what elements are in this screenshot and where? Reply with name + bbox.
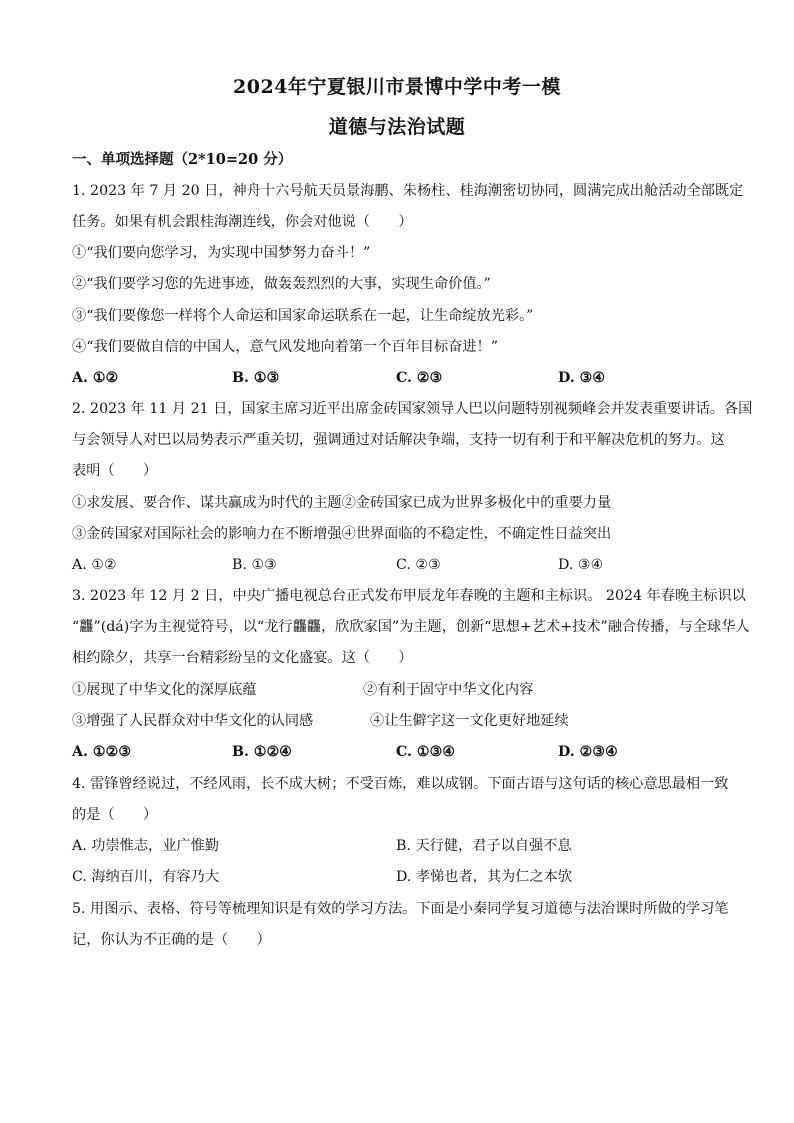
- q2-option-d: D. ③④: [558, 557, 604, 573]
- q4-stem-line1: 4. 雷锋曾经说过，不经风雨，长不成大树；不受百炼，难以成钢。下面古语与这句话的核心意思最相一致: [72, 776, 729, 792]
- q2-option-b: B. ①③: [232, 557, 277, 573]
- q4-option-b: B. 天行健，君子以自强不息: [396, 838, 572, 854]
- q1-stem-line1: 1. 2023 年 7 月 20 日，神舟十六号航天员景海鹏、朱杨柱、桂海潮密切协同，圆满完成出舱活动全部既定: [72, 183, 744, 199]
- q3-option-d: D. ②③④: [558, 744, 618, 760]
- q2-item-2: ③金砖国家对国际社会的影响力在不断增强④世界面临的不稳定性，不确定性日益突出: [72, 526, 612, 542]
- q2-option-c: C. ②③: [396, 557, 441, 573]
- exam-title: 2024年宁夏银川市景博中学中考一模: [233, 76, 561, 98]
- q1-option-d: D. ③④: [558, 370, 606, 386]
- q3-option-c: C. ①③④: [396, 744, 456, 760]
- q1-item-1: ①“我们要向您学习，为实现中国梦努力奋斗！”: [72, 245, 371, 261]
- exam-subtitle: 道德与法治试题: [328, 116, 466, 138]
- q3-stem-line2: “龘”(dá)字为主视觉符号，以“龙行龘龘，欣欣家国”为主题，创新“思想+艺术+技术”融合传播，与全球华人: [72, 619, 750, 635]
- q2-stem-line2: 与会领导人对巴以局势表示严重关切，强调通过对话解决争端，支持一切有利于和平解决危机的努力。这: [72, 432, 725, 448]
- q2-stem-line3: 表明（ ）: [72, 463, 158, 479]
- q4-stem-line2: 的是（ ）: [72, 807, 158, 823]
- q2-item-1: ①求发展、要合作、谋共赢成为时代的主题②金砖国家已成为世界多极化中的重要力量: [72, 495, 612, 511]
- q4-option-d: D. 孝悌也者，其为仁之本欤: [396, 869, 572, 885]
- q1-option-b: B. ①③: [232, 370, 280, 386]
- q1-stem-line2: 任务。如果有机会跟桂海潮连线，你会对他说（ ）: [72, 214, 413, 230]
- q3-item-1: ①展现了中华文化的深厚底蕴: [72, 682, 257, 698]
- q1-option-c: C. ②③: [396, 370, 443, 386]
- q3-item-3: ③增强了人民群众对中华文化的认同感: [72, 713, 314, 729]
- q3-stem-line3: 相约除夕，共享一台精彩纷呈的文化盛宴。这（ ）: [72, 650, 413, 666]
- q5-stem-line2: 记，你认为不正确的是（ ）: [72, 932, 271, 948]
- q5-stem-line1: 5. 用图示、表格、符号等梳理知识是有效的学习方法。下面是小秦同学复习道德与法治课时所做的学习笔: [72, 901, 729, 917]
- q1-item-3: ③“我们要像您一样将个人命运和国家命运联系在一起，让生命绽放光彩。”: [72, 308, 534, 324]
- q3-option-a: A. ①②③: [72, 744, 132, 760]
- q1-option-a: A. ①②: [72, 370, 119, 386]
- q3-item-4: ④让生僻字这一文化更好地延续: [370, 713, 569, 729]
- q4-option-a: A. 功崇惟志，业广惟勤: [72, 838, 219, 854]
- q3-stem-line1: 3. 2023 年 12 月 2 日，中央广播电视总台正式发布甲辰龙年春晚的主题和主标识。 2024 年春晚主标识以: [72, 588, 746, 604]
- q3-item-2: ②有利于固守中华文化内容: [363, 682, 534, 698]
- q2-stem-line1: 2. 2023 年 11 月 21 日，国家主席习近平出席金砖国家领导人巴以问题特别视频峰会并发表重要讲话。各国: [72, 401, 753, 417]
- q1-item-2: ②“我们要学习您的先进事迹，做轰轰烈烈的大事，实现生命价值。”: [72, 276, 491, 292]
- section-heading: 一、单项选择题（2*10=20 分）: [72, 151, 293, 168]
- q1-item-4: ④“我们要做自信的中国人，意气风发地向着第一个百年目标奋进！”: [72, 339, 498, 355]
- q3-option-b: B. ①②④: [232, 744, 293, 760]
- q4-option-c: C. 海纳百川，有容乃大: [72, 869, 220, 885]
- q2-option-a: A. ①②: [72, 557, 117, 573]
